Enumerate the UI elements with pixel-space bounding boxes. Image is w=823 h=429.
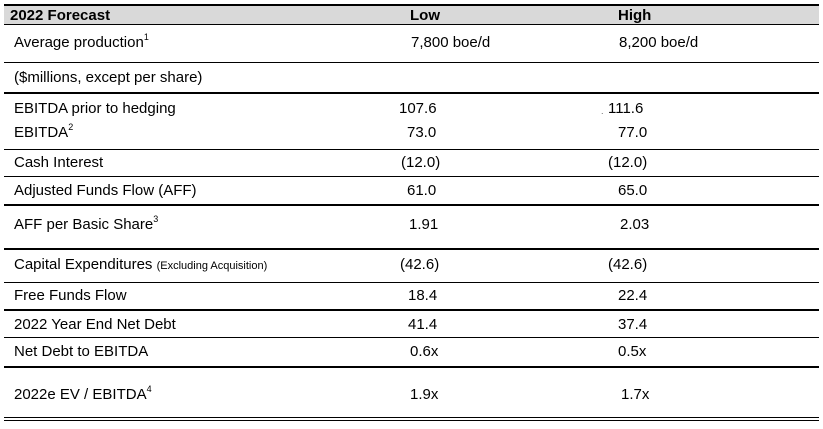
units-label: ($millions, except per share) (14, 69, 203, 86)
row-label-text: AFF per Basic Share (14, 216, 154, 233)
row-high: 77.0 (618, 124, 648, 141)
row-high: 65.0 (618, 182, 648, 199)
row-label: Free Funds Flow (14, 287, 127, 304)
row-sublabel: (Excluding Acquisition) (156, 260, 268, 272)
footnote-marker: 1 (143, 32, 149, 42)
row-low: 0.6x (410, 343, 439, 360)
row-label-text: 2022e EV / EBITDA (14, 386, 147, 403)
row-label: EBITDA prior to hedging (14, 100, 176, 117)
row-low: 73.0 (407, 124, 437, 141)
row-high: 22.4 (618, 287, 648, 304)
row-label-text: Average production (14, 34, 144, 51)
divider (4, 92, 819, 94)
header-high: High (618, 7, 652, 24)
row-label (14, 124, 73, 142)
table-row-units (4, 63, 819, 91)
row-low: 7,800 boe/d (411, 34, 491, 51)
table-row (4, 250, 819, 280)
row-high: (12.0) (608, 154, 648, 171)
row-label (14, 216, 158, 234)
row-low: (12.0) (401, 154, 441, 171)
forecast-table (4, 4, 819, 424)
table-row (4, 283, 819, 308)
row-label: 2022 Year End Net Debt (14, 316, 176, 333)
row-high: 1.7x (621, 386, 650, 403)
bottom-double-rule (4, 417, 819, 421)
row-label (14, 256, 267, 275)
table-row (4, 121, 819, 147)
row-high: (42.6) (608, 256, 648, 273)
stray-mark: . (601, 106, 604, 116)
header-title: 2022 Forecast (10, 7, 111, 24)
row-label (14, 34, 149, 52)
row-low: 61.0 (407, 182, 437, 199)
table-row (4, 150, 819, 175)
row-label (14, 386, 152, 404)
table-row (4, 206, 819, 240)
row-label-text: EBITDA (14, 124, 69, 141)
row-high: 8,200 boe/d (619, 34, 699, 51)
row-label: Net Debt to EBITDA (14, 343, 149, 360)
row-high: 37.4 (618, 316, 648, 333)
footnote-marker: 3 (153, 214, 159, 224)
row-label: Adjusted Funds Flow (AFF) (14, 182, 197, 199)
row-low: (42.6) (400, 256, 440, 273)
table-row-production (4, 25, 819, 59)
row-low: 18.4 (408, 287, 438, 304)
table-row (4, 368, 819, 416)
row-high: 2.03 (620, 216, 650, 233)
table-header (4, 4, 819, 24)
row-low: 1.91 (409, 216, 439, 233)
table-row (4, 95, 819, 121)
header-low: Low (410, 7, 440, 24)
footnote-marker: 4 (146, 384, 152, 394)
row-label-text: Capital Expenditures (14, 256, 153, 273)
row-low: 1.9x (410, 386, 439, 403)
table-row (4, 338, 819, 363)
row-high: 111.6 (608, 100, 644, 117)
table-row (4, 177, 819, 204)
row-low: 41.4 (408, 316, 438, 333)
row-label: Cash Interest (14, 154, 104, 171)
footnote-marker: 2 (68, 122, 74, 132)
table-row (4, 311, 819, 336)
row-low: 107.6 (399, 100, 437, 117)
row-high: 0.5x (618, 343, 647, 360)
